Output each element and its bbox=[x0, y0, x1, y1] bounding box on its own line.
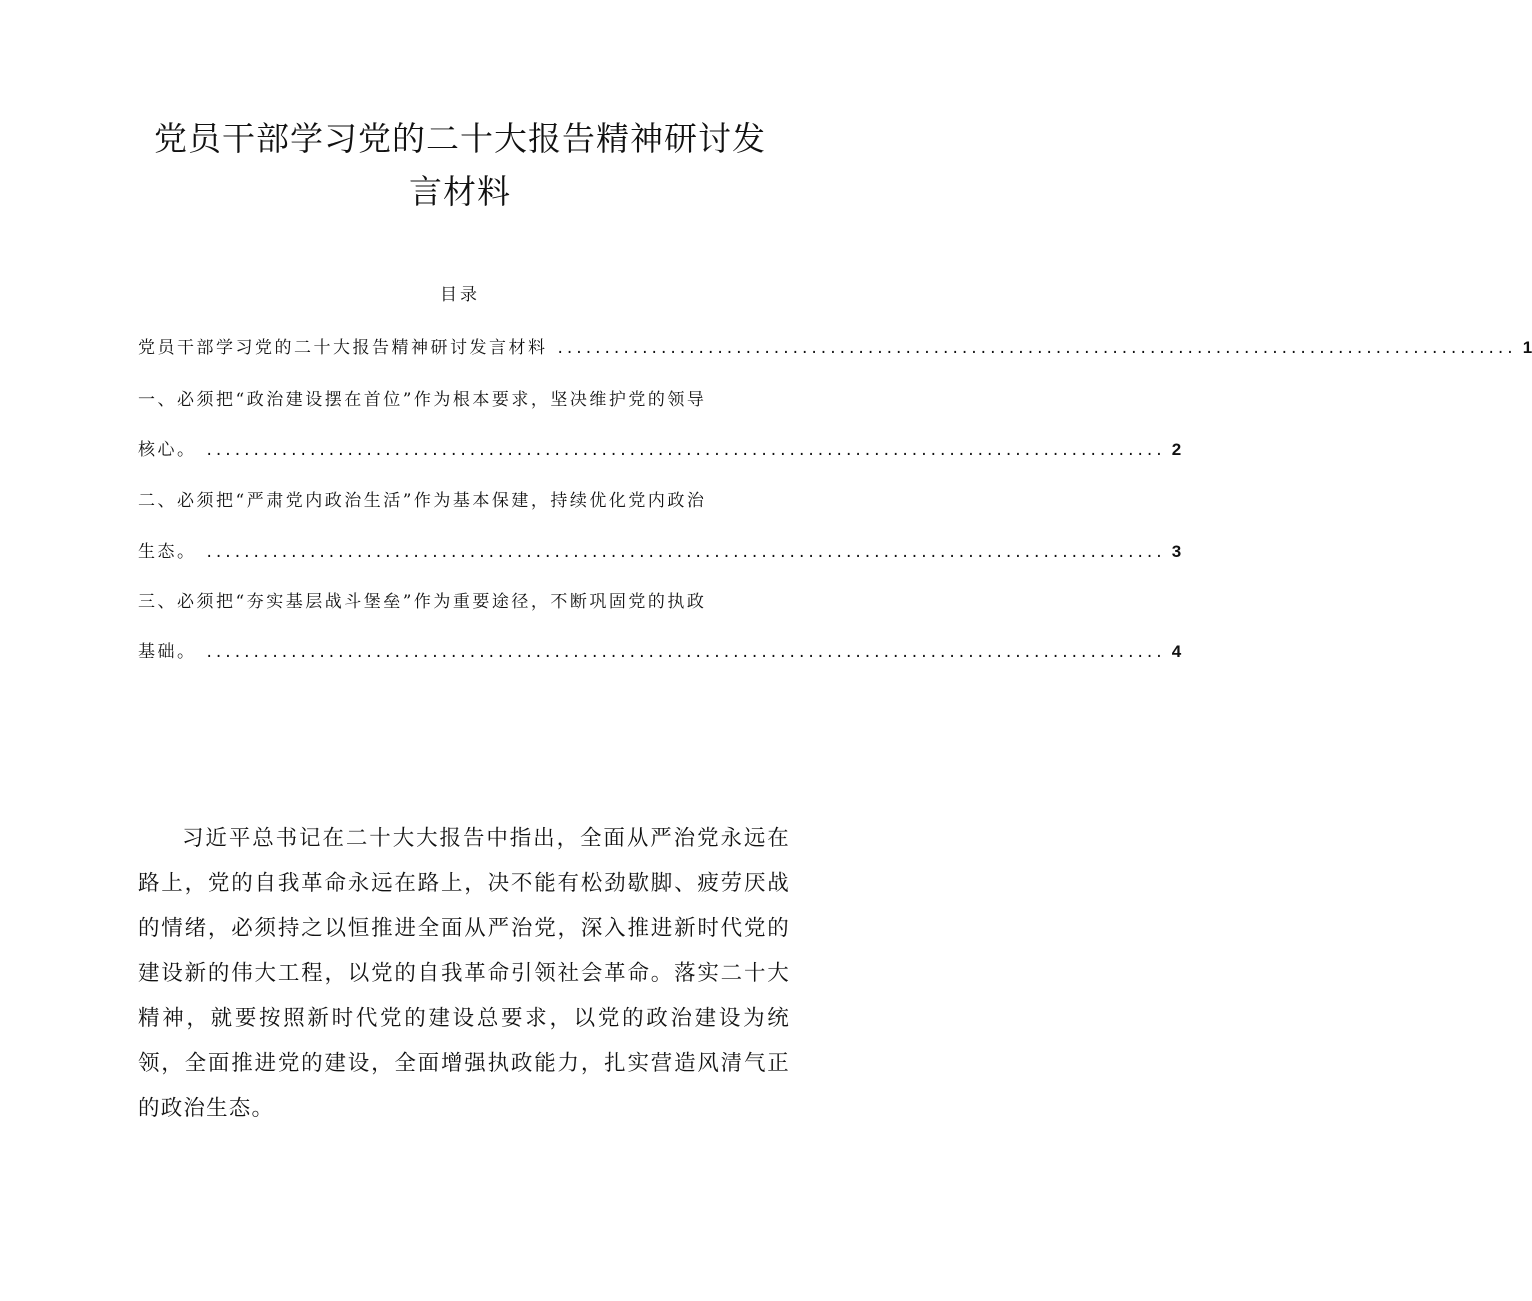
toc-heading: 目录 bbox=[440, 285, 480, 305]
toc-entry-3-line-2[interactable] bbox=[138, 537, 1182, 562]
toc-entry-label: 二、必须把“严肃党内政治生活”作为基本保建，持续优化党内政治 bbox=[138, 491, 707, 511]
body-paragraph: 习近平总书记在二十大大报告中指出，全面从严治党永远在路上，党的自我革命永远在路上，决不能有松劲歇脚、疲劳厌战的情绪，必须持之以恒推进全面从严治党，深入推进新时代党的建设新的伟大工程，以党的自我革命引领社会革命。落实二十大精神，就要按照新时代党的建设总要求，以党的政治建设为统领，全面推进党的建设，全面增强执政能力，扎实营造风清气正的政治生态。 bbox=[138, 826, 790, 1121]
toc-dot-leader: ...................................................................................................... bbox=[206, 440, 1166, 460]
toc-entry-label: 三、必须把“夯实基层战斗堡垒”作为重要途径，不断巩固党的执政 bbox=[138, 592, 707, 612]
document-title-line-2: 言材料 bbox=[409, 172, 511, 211]
toc-dot-leader: ...................................................................................................... bbox=[206, 642, 1166, 662]
toc-dot-leader: ...................................................................................................... bbox=[557, 338, 1517, 358]
toc-entry-2-line-2[interactable] bbox=[138, 435, 1182, 460]
toc-page-number: 4 bbox=[1171, 642, 1182, 661]
toc-entry-2-line-1[interactable] bbox=[138, 385, 770, 410]
toc-page-number: 2 bbox=[1171, 440, 1182, 459]
toc-entry-1[interactable] bbox=[138, 333, 1532, 358]
toc-entry-3-line-1[interactable] bbox=[138, 486, 770, 511]
toc-entry-4-line-2[interactable] bbox=[138, 637, 1182, 662]
toc-page-number: 1 bbox=[1522, 338, 1532, 357]
toc-dot-leader: ...................................................................................................... bbox=[206, 542, 1166, 562]
toc-entry-label-continued: 核心。 bbox=[138, 440, 197, 460]
toc-entry-label: 一、必须把“政治建设摆在首位”作为根本要求，坚决维护党的领导 bbox=[138, 390, 707, 410]
document-title-line-1: 党员干部学习党的二十大报告精神研讨发 bbox=[154, 119, 766, 158]
toc-entry-label: 党员干部学习党的二十大报告精神研讨发言材料 bbox=[138, 338, 548, 358]
toc-entry-label-continued: 生态。 bbox=[138, 542, 197, 562]
toc-entry-label-continued: 基础。 bbox=[138, 642, 197, 662]
toc-page-number: 3 bbox=[1171, 542, 1182, 561]
toc-entry-4-line-1[interactable] bbox=[138, 587, 770, 612]
document-title bbox=[120, 112, 800, 218]
